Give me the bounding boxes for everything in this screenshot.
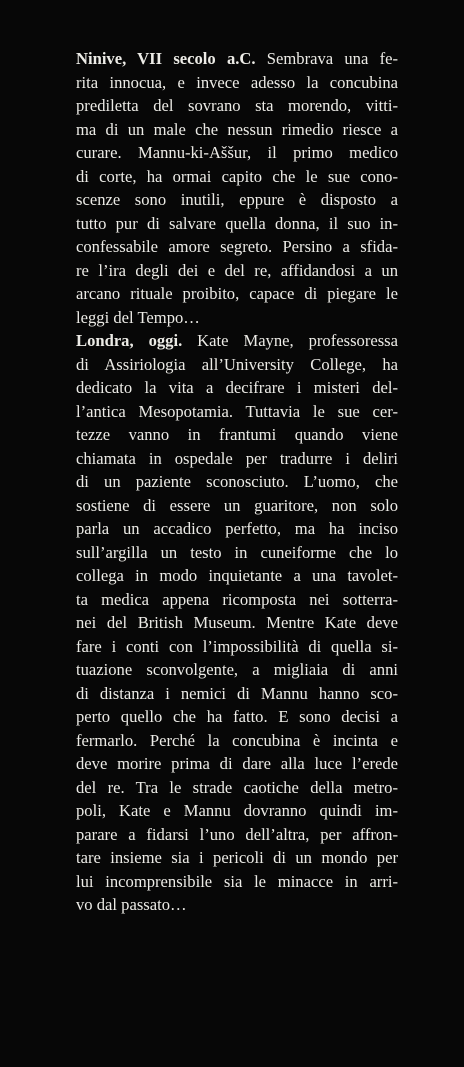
- text-line: tezze vanno in frantumi quando viene: [76, 425, 398, 444]
- text-line: di Assiriologia all’University College, ha: [76, 354, 398, 374]
- text-line: perto quello che ha fatto. E sono decisi a: [76, 707, 398, 726]
- text-line: re l’ira degli dei e del re, affidandosi a un: [76, 260, 398, 280]
- text-line: ma di un male che nessun rimedio riesce a: [76, 119, 398, 139]
- text-line: fare i conti con l’impossibilità di quella si-: [76, 636, 398, 656]
- text-line: tuazione sconvolgente, a migliaia di anni: [76, 660, 398, 679]
- text-line: sull’argilla un testo in cuneiforme che lo: [76, 542, 398, 562]
- text-line: chiamata in ospedale per tradurre i deliri: [76, 448, 398, 468]
- text-line: di un paziente sconosciuto. L’uomo, che: [76, 472, 398, 491]
- text-line: leggi del Tempo…: [76, 307, 200, 327]
- paragraph-lead: Londra, oggi.: [76, 331, 183, 350]
- paragraph-lead: Ninive, VII secolo a.C.: [76, 49, 256, 68]
- text-line: rita innocua, e invece adesso la concubina: [76, 72, 398, 92]
- text-line: di distanza i nemici di Mannu hanno sco-: [76, 683, 398, 703]
- text-line: sostiene di essere un guaritore, non solo: [76, 495, 398, 515]
- text-line: parla un accadico perfetto, ma ha inciso: [76, 519, 398, 538]
- text-line: del re. Tra le strade caotiche della metro-: [76, 777, 398, 797]
- text-line: curare. Mannu-ki-Aššur, il primo medico: [76, 143, 398, 162]
- text-line: scenze sono inutili, eppure è disposto a: [76, 190, 398, 209]
- text-line: poli, Kate e Mannu dovranno quindi im-: [76, 801, 398, 820]
- text-line: ta medica appena ricomposta nei sotterra-: [76, 589, 398, 609]
- text-line: arcano rituale proibito, capace di piegare le: [76, 284, 398, 303]
- text-line: deve morire prima di dare alla luce l’erede: [76, 754, 398, 773]
- text-line: Londra, oggi. Kate Mayne, professoressa: [76, 331, 399, 350]
- text-line: di corte, ha ormai capito che le sue cono-: [76, 166, 398, 186]
- text-line: vo dal passato…: [76, 895, 187, 914]
- text-line: fermarlo. Perché la concubina è incinta e: [76, 730, 398, 750]
- text-line: tare insieme sia i pericoli di un mondo per: [76, 848, 398, 867]
- text-line: l’antica Mesopotamia. Tuttavia le sue cer-: [76, 401, 398, 421]
- text-line: tutto pur di salvare quella donna, il suo in-: [76, 213, 398, 233]
- text-line: Ninive, VII secolo a.C. Sembrava una fe-: [76, 49, 398, 68]
- text-line: collega in modo inquietante a una tavolet-: [76, 566, 398, 585]
- text-line: parare a fidarsi l’uno dell’altra, per affron-: [76, 824, 398, 844]
- synopsis-text: [76, 47, 398, 917]
- text-line: prediletta del sovrano sta morendo, vitti-: [76, 96, 398, 115]
- text-line: confessabile amore segreto. Persino a sfida-: [76, 237, 398, 256]
- text-line: dedicato la vita a decifrare i misteri del-: [76, 378, 398, 397]
- text-line: nei del British Museum. Mentre Kate deve: [76, 613, 398, 632]
- text-line: lui incomprensibile sia le minacce in arri-: [76, 871, 398, 891]
